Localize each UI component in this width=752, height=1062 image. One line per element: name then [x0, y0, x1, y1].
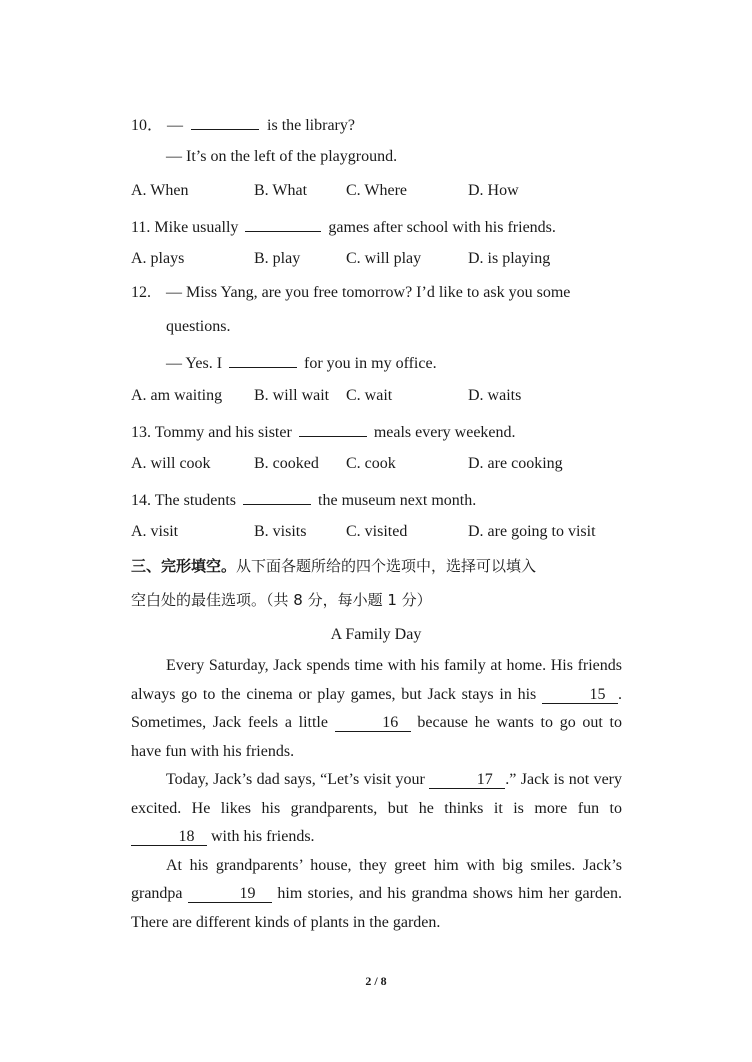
answer-blank[interactable]: [191, 113, 259, 130]
paragraph-text: him stories, and his grandma shows him her garden. There are different kinds of plants in the garden.: [131, 885, 622, 931]
question-12-text: — Miss Yang, are you free tomorrow? I’d like to ask you some: [166, 284, 571, 301]
option-a[interactable]: A. plays: [131, 250, 185, 267]
passage: [131, 652, 622, 937]
option-b[interactable]: B. What: [254, 182, 308, 199]
question-10-reply: — It’s on the left of the playground.: [166, 148, 398, 165]
paragraph-text: .” Jack is not very excited. He likes his grandparents, but he thinks it is more fun to: [131, 771, 622, 817]
passage-paragraph-1: [131, 652, 622, 766]
option-b[interactable]: B. visits: [254, 523, 307, 540]
option-b[interactable]: B. will wait: [254, 387, 330, 404]
question-text: 13. Tommy and his sister: [131, 424, 292, 441]
passage-title: A Family Day: [330, 626, 422, 643]
answer-blank[interactable]: [229, 351, 297, 368]
option-a[interactable]: A. When: [131, 182, 189, 199]
question-text: 11. Mike usually: [131, 219, 239, 236]
option-a[interactable]: A. am waiting: [131, 387, 223, 404]
option-c[interactable]: C. wait: [346, 387, 393, 404]
passage-paragraph-3: [131, 852, 622, 938]
cloze-blank-16[interactable]: 16: [335, 715, 411, 732]
option-b[interactable]: B. cooked: [254, 455, 319, 472]
question-text: is the library?: [267, 117, 355, 134]
paragraph-text: because he wants to go out to have fun with his friends.: [131, 714, 623, 760]
option-d[interactable]: D. are going to visit: [468, 523, 596, 540]
section-heading-bold: 三、完形填空。: [131, 557, 237, 575]
question-number: 10．: [131, 117, 164, 134]
question-10: [131, 113, 355, 136]
option-b[interactable]: B. play: [254, 250, 301, 267]
answer-blank[interactable]: [245, 215, 321, 232]
option-d[interactable]: D. waits: [468, 387, 522, 404]
question-text: 14. The students: [131, 492, 237, 509]
paragraph-text: Every Saturday, Jack spends time with his family at home. His friends always go to the cinema or play games, but Jack stays in his: [131, 657, 622, 703]
option-c[interactable]: C. cook: [346, 455, 396, 472]
question-12-text-cont: questions.: [166, 318, 231, 335]
paragraph-text: At his grandparents’ house, they greet him with big smiles. Jack’s grandpa: [131, 856, 622, 902]
question-13: [131, 420, 516, 443]
section-heading: [131, 556, 536, 576]
question-text: meals every weekend.: [373, 424, 516, 441]
question-12-reply: [166, 351, 437, 374]
dash: —: [167, 117, 184, 134]
page-number: 2 / 8: [365, 974, 387, 988]
cloze-blank-19[interactable]: 19: [188, 886, 272, 903]
option-c[interactable]: C. Where: [346, 182, 408, 199]
option-a[interactable]: A. visit: [131, 523, 179, 540]
paragraph-text: Today, Jack’s dad says, “Let’s visit your: [166, 771, 425, 788]
section-heading-text: 从下面各题所给的四个选项中，选择可以填入: [236, 557, 537, 575]
question-14: [131, 488, 476, 511]
option-d[interactable]: D. How: [468, 182, 519, 199]
question-text: the museum next month.: [318, 492, 477, 509]
question-11: [131, 215, 556, 238]
option-c[interactable]: C. visited: [346, 523, 408, 540]
question-text: games after school with his friends.: [328, 219, 556, 236]
paragraph-text: . Sometimes, Jack feels a little: [131, 685, 623, 731]
reply-text: — Yes. I: [166, 355, 223, 372]
paragraph-text: with his friends.: [211, 828, 315, 845]
question-12-number: 12.: [131, 284, 151, 301]
option-c[interactable]: C. will play: [346, 250, 422, 267]
cloze-blank-15[interactable]: 15: [542, 687, 618, 704]
answer-blank[interactable]: [243, 488, 311, 505]
reply-text: for you in my office.: [304, 355, 437, 372]
section-heading-line2: 空白处的最佳选项。（共 8 分，每小题 1 分）: [131, 591, 432, 609]
cloze-blank-18[interactable]: 18: [131, 829, 207, 846]
answer-blank[interactable]: [299, 420, 367, 437]
option-a[interactable]: A. will cook: [131, 455, 211, 472]
cloze-blank-17[interactable]: 17: [429, 772, 505, 789]
option-d[interactable]: D. is playing: [468, 250, 551, 267]
option-d[interactable]: D. are cooking: [468, 455, 563, 472]
passage-paragraph-2: [131, 766, 622, 852]
